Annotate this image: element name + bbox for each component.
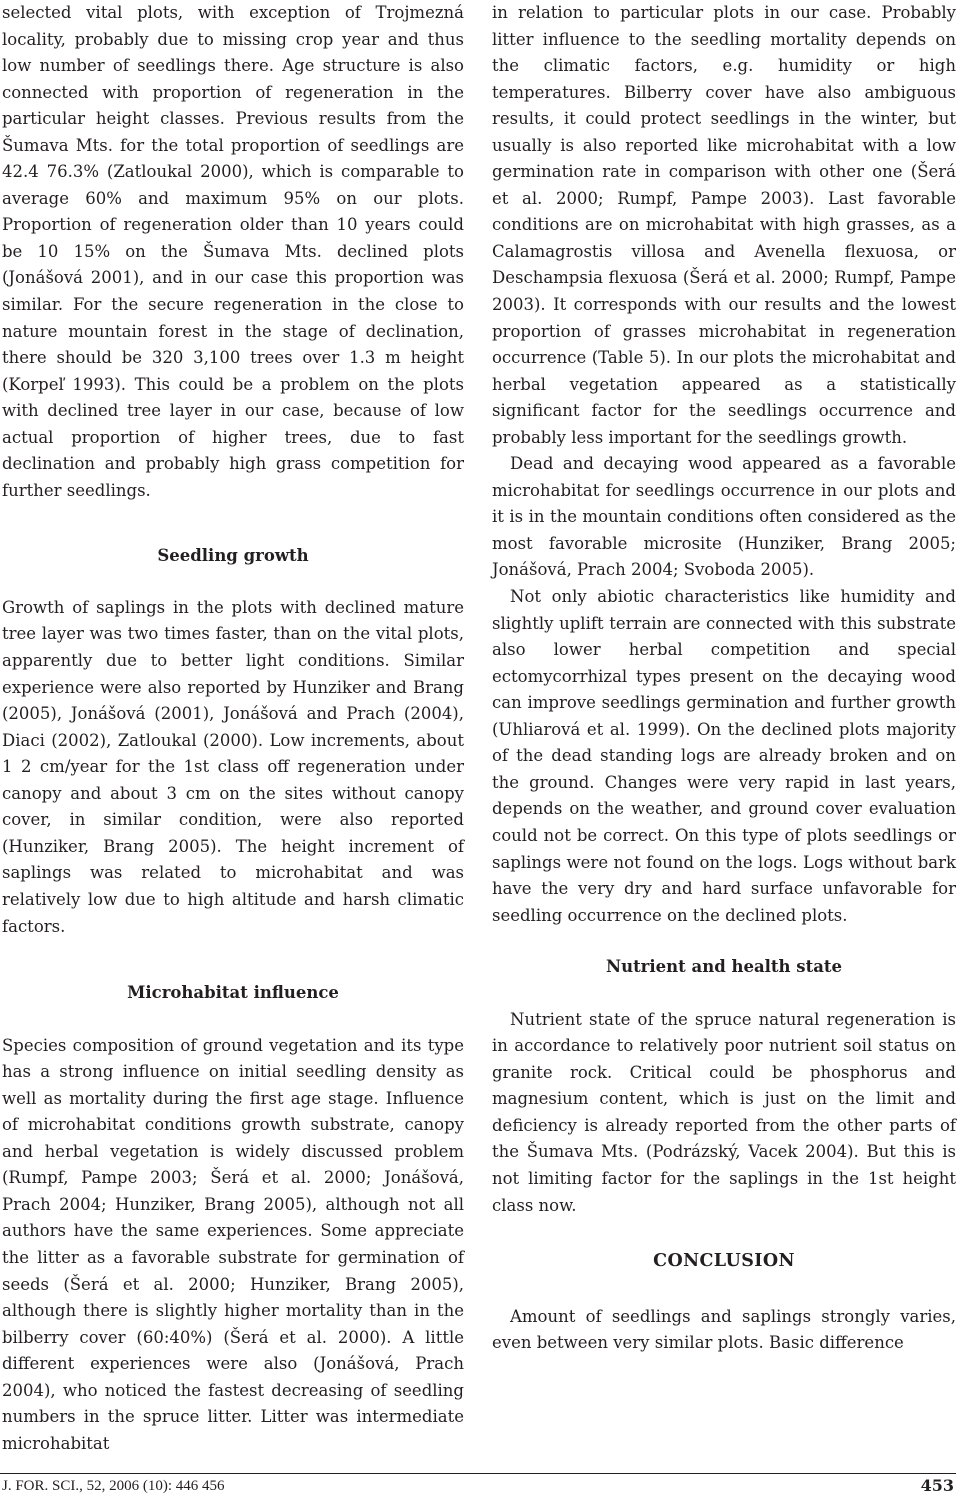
journal-citation: J. FOR. SCI., 52, 2006 (10): 446 456	[2, 1478, 225, 1494]
right-paragraph-3: Not only abiotic characteristics like humidity and slightly uplift terrain are connected with this substrate also lower herbal competition and special ectomycorrhizal types present on the decaying wood can improve seedlings germination and further growth (Uhliarová et al. 1999). On the declined plots majority of the dead standing logs are already broken and on the ground. Changes were very rapid in last years, depends on the weather, and ground cover evaluation could not be correct. On this type of plots seedlings or saplings were not found on the logs. Logs without bark have the very dry and hard surface unfavorable for seedling occurrence on the declined plots.	[492, 587, 956, 925]
right-paragraph-1: in relation to particular plots in our case. Probably litter influence to the seedling mortality depends on the climatic factors, e.g. humidity or high temperatures. Bilberry cover have also ambiguous results, it could protect seedlings in the winter, but usually is also reported like microhabitat with a low germination rate in comparison with other one (Šerá et al. 2000; Rumpf, Pampe 2003). Last favorable conditions are on microhabitat with high grasses, as a Calamagrostis villosa and Avenella flexuosa, or Deschampsia flexuosa (Šerá et al. 2000; Rumpf, Pampe 2003). It corresponds with our results and the lowest proportion of grasses microhabitat in regeneration occurrence (Table 5). In our plots the microhabitat and herbal vegetation appeared as a statistically significant factor for the seedlings occurrence and probably less important for the seedlings growth.	[492, 3, 956, 447]
right-paragraph-4: Nutrient state of the spruce natural regeneration is in accordance to relatively poor nutrient soil status on granite rock. Critical could be phosphorus and magnesium content, which is just on the limit and deficiency is already reported from the other parts of the Šumava Mts. (Podrázský, Vacek 2004). But this is not limiting factor for the saplings in the 1st height class now.	[492, 1009, 956, 1215]
left-paragraph-3: Species composition of ground vegetation and its type has a strong influence on initial seedling density as well as mortality during the first age stage. Influence of microhabitat conditions growth substrate, canopy and herbal vegetation is widely discussed problem (Rumpf, Pampe 2003; Šerá et al. 2000; Jonášová, Prach 2004; Hunziker, Brang 2005), although not all authors have the same experiences. Some appreciate the litter as a favorable substrate for germination of seeds (Šerá et al. 2000; Hunziker, Brang 2005), although there is slightly higher mortality than in the bilberry cover (60:40%) (Šerá et al. 2000). A little different experiences were also (Jonášová, Prach 2004), who noticed the fastest decreasing of seedling numbers in the spruce litter. Litter was intermediate microhabitat	[2, 1035, 464, 1453]
page-number: 453	[920, 1476, 954, 1495]
right-column	[492, 0, 956, 1357]
footer-divider	[0, 1473, 956, 1474]
left-paragraph-2: Growth of saplings in the plots with declined mature tree layer was two times faster, than on the vital plots, apparently due to better light conditions. Similar experience were also reported by Hunziker and Brang (2005), Jonášová (2001), Jonášová and Prach (2004), Diaci (2002), Zatloukal (2000). Low increments, about 1 2 cm/year for the 1st class off regeneration under canopy and about 3 cm on the sites without canopy cover, in similar condition, were also reported (Hunziker, Brang 2005). The height increment of saplings was related to microhabitat and was relatively low due to high altitude and harsh climatic factors.	[2, 597, 464, 936]
heading-seedling-growth: Seedling growth	[157, 546, 309, 566]
left-column	[2, 0, 464, 1457]
left-paragraph-1: selected vital plots, with exception of Trojmezná locality, probably due to missing crop year and thus low number of seedlings there. Age structure is also connected with proportion of regeneration in the particular height classes. Previous results from the Šumava Mts. for the total proportion of seedlings are 42.4 76.3% (Zatloukal 2000), which is comparable to average 60% and maximum 95% on our plots. Proportion of regeneration older than 10 years could be 10 15% on the Šumava Mts. declined plots (Jonášová 2001), and in our case this proportion was similar. For the secure regeneration in the close to nature mountain forest in the stage of declination, there should be 320 3,100 trees over 1.3 m height (Korpeľ 1993). This could be a problem on the plots with declined tree layer in our case, because of low actual proportion of higher trees, due to fast declination and probably high grass competition for further seedlings.	[2, 3, 464, 500]
right-paragraph-2: Dead and decaying wood appeared as a favorable microhabitat for seedlings occurrence in our plots and it is in the mountain conditions often considered as the most favorable microsite (Hunziker, Brang 2005; Jonášová, Prach 2004; Svoboda 2005).	[492, 454, 956, 580]
right-paragraph-5: Amount of seedlings and saplings strongly varies, even between very similar plots. Basic difference	[492, 1306, 956, 1353]
page-footer	[0, 1473, 956, 1501]
heading-microhabitat-influence: Microhabitat influence	[127, 983, 339, 1003]
heading-nutrient-health: Nutrient and health state	[605, 957, 843, 977]
heading-conclusion: CONCLUSION	[653, 1251, 795, 1272]
